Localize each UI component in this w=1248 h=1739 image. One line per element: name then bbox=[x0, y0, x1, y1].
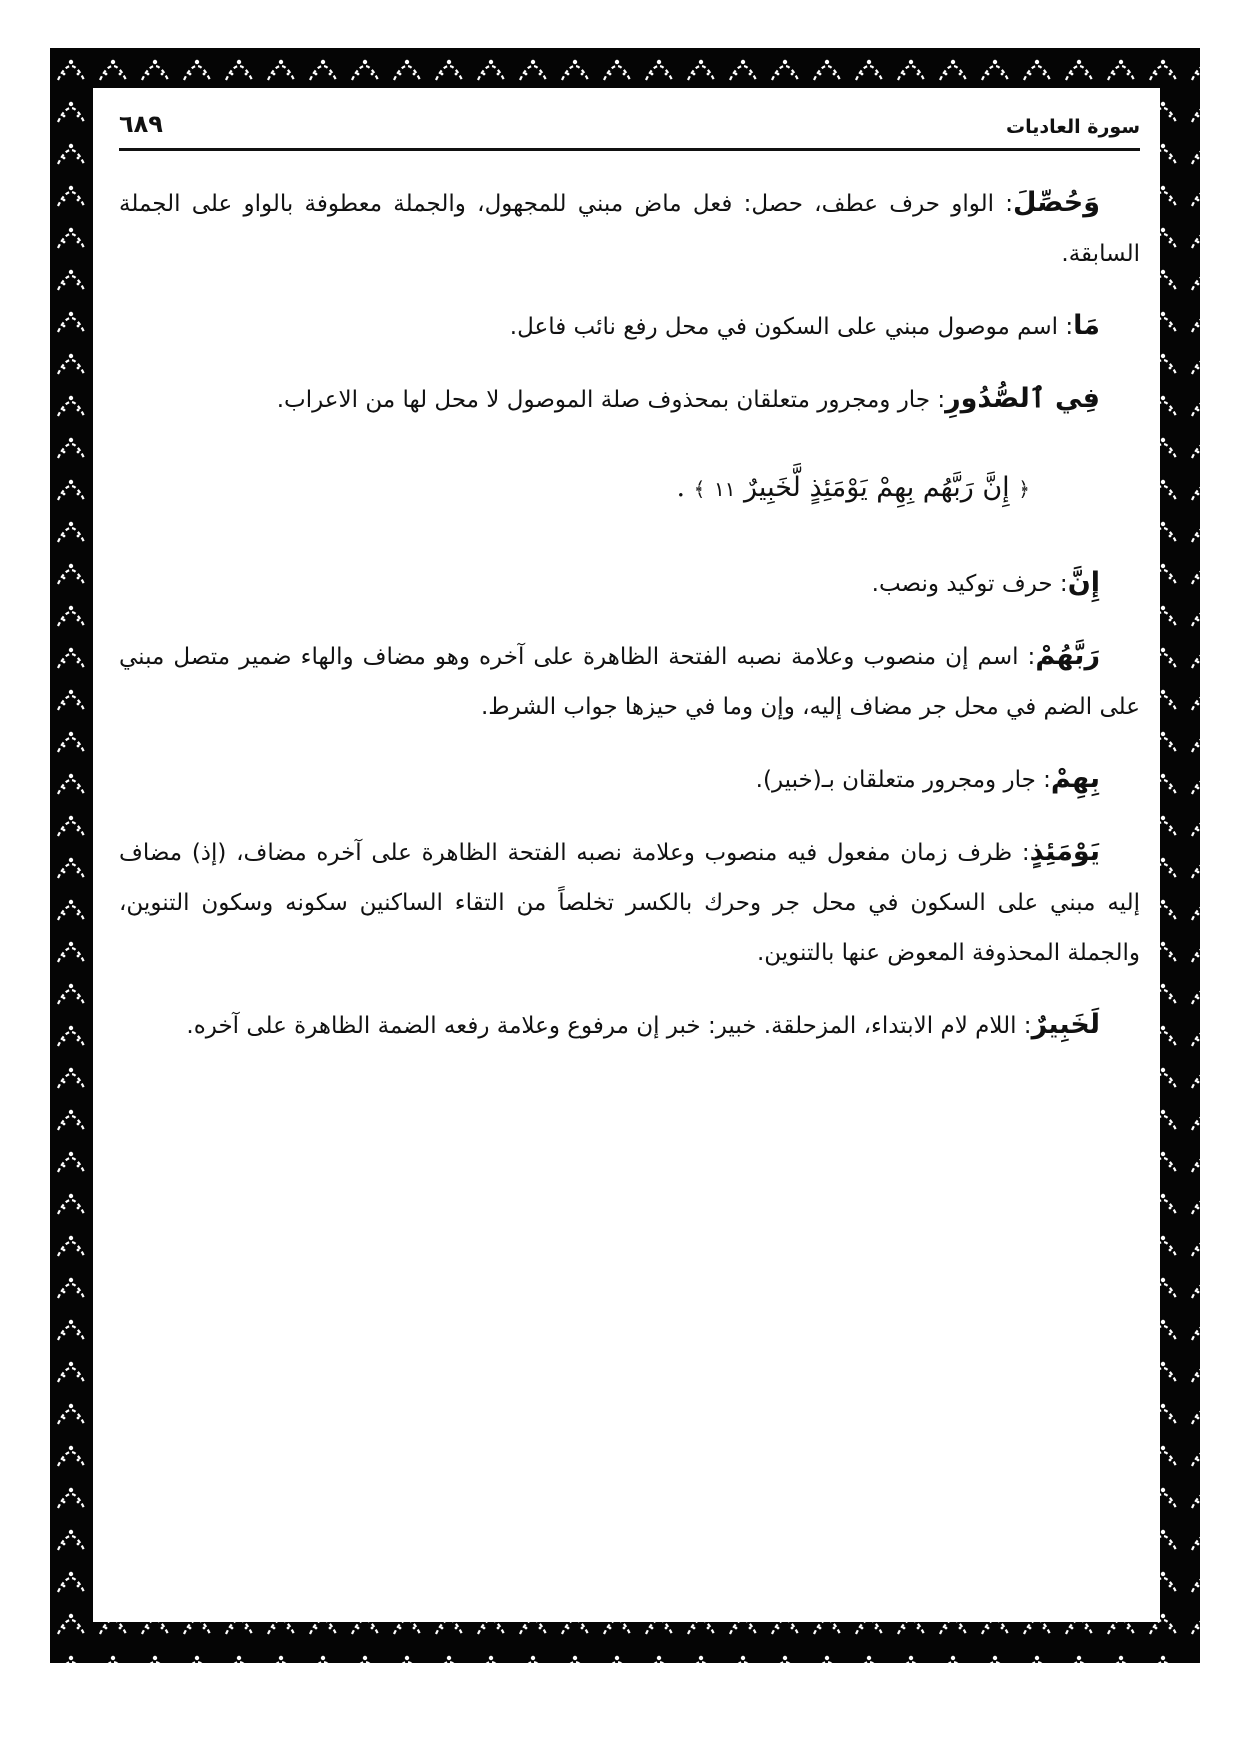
grammar-entry bbox=[119, 631, 1140, 732]
entry-text: : الواو حرف عطف، حصل: فعل ماض مبني للمجهول، والجملة معطوفة بالواو على الجملة السابقة. bbox=[119, 191, 1140, 267]
entry-term: فِي ٱلصُّدُورِ bbox=[945, 383, 1100, 414]
verse-number: ١١ bbox=[713, 477, 736, 501]
grammar-entry bbox=[119, 827, 1140, 978]
entry-term: بِهِمْ bbox=[1050, 763, 1100, 794]
quran-verse bbox=[119, 463, 1140, 514]
entry-term: رَبَّهُمْ bbox=[1035, 640, 1100, 671]
page bbox=[93, 88, 1160, 1622]
surah-title: سورة العاديات bbox=[1006, 116, 1140, 138]
entry-term: وَحُصِّلَ bbox=[1013, 187, 1100, 218]
entry-text: : اسم موصول مبني على السكون في محل رفع نائب فاعل. bbox=[509, 314, 1074, 340]
grammar-entry bbox=[119, 374, 1140, 425]
entry-text: : جار ومجرور متعلقان بمحذوف صلة الموصول لا محل لها من الاعراب. bbox=[276, 387, 946, 413]
grammar-entry bbox=[119, 301, 1140, 352]
page-body bbox=[119, 178, 1140, 1073]
entry-text: : جار ومجرور متعلقان بـ(خبير). bbox=[755, 767, 1051, 793]
grammar-entry bbox=[119, 754, 1140, 805]
grammar-entry bbox=[119, 1000, 1140, 1051]
page-number: ٦٨٩ bbox=[119, 110, 163, 138]
verse-open-bracket: ﴿ bbox=[1018, 477, 1030, 501]
verse-text: إِنَّ رَبَّهُم بِهِمْ يَوْمَئِذٍ لَّخَبِيرٌ bbox=[744, 472, 1010, 503]
running-header bbox=[119, 108, 1140, 151]
verse-close-bracket: ﴾ bbox=[693, 477, 706, 501]
entry-term: لَخَبِيرٌ bbox=[1031, 1009, 1100, 1040]
entry-text: : اسم إن منصوب وعلامة نصبه الفتحة الظاهرة على آخره وهو مضاف والهاء ضمير متصل مبني على الضم في محل جر مضاف إليه، وإن وما في حيزها جواب الشرط. bbox=[119, 644, 1140, 720]
verse-trailing-period: . bbox=[676, 472, 686, 503]
entry-term: إِنَّ bbox=[1067, 567, 1100, 598]
entry-text: : اللام لام الابتداء، المزحلقة. خبير: خبر إن مرفوع وعلامة رفعه الضمة الظاهرة على آخره. bbox=[186, 1013, 1032, 1039]
entry-text: : حرف توكيد ونصب. bbox=[871, 571, 1068, 597]
entry-text: : ظرف زمان مفعول فيه منصوب وعلامة نصبه الفتحة الظاهرة على آخره مضاف، (إذ) مضاف إليه مبني على السكون في محل جر وحرك بالكسر تخلصاً من التقاء الساكنين سكونه وسكون التنوين، والجملة المحذوفة المعوض عنها بالتنوين. bbox=[119, 840, 1140, 966]
grammar-entry bbox=[119, 178, 1140, 279]
grammar-entry bbox=[119, 558, 1140, 609]
entry-term: مَا bbox=[1073, 310, 1100, 341]
entry-term: يَوْمَئِذٍ bbox=[1029, 836, 1100, 867]
